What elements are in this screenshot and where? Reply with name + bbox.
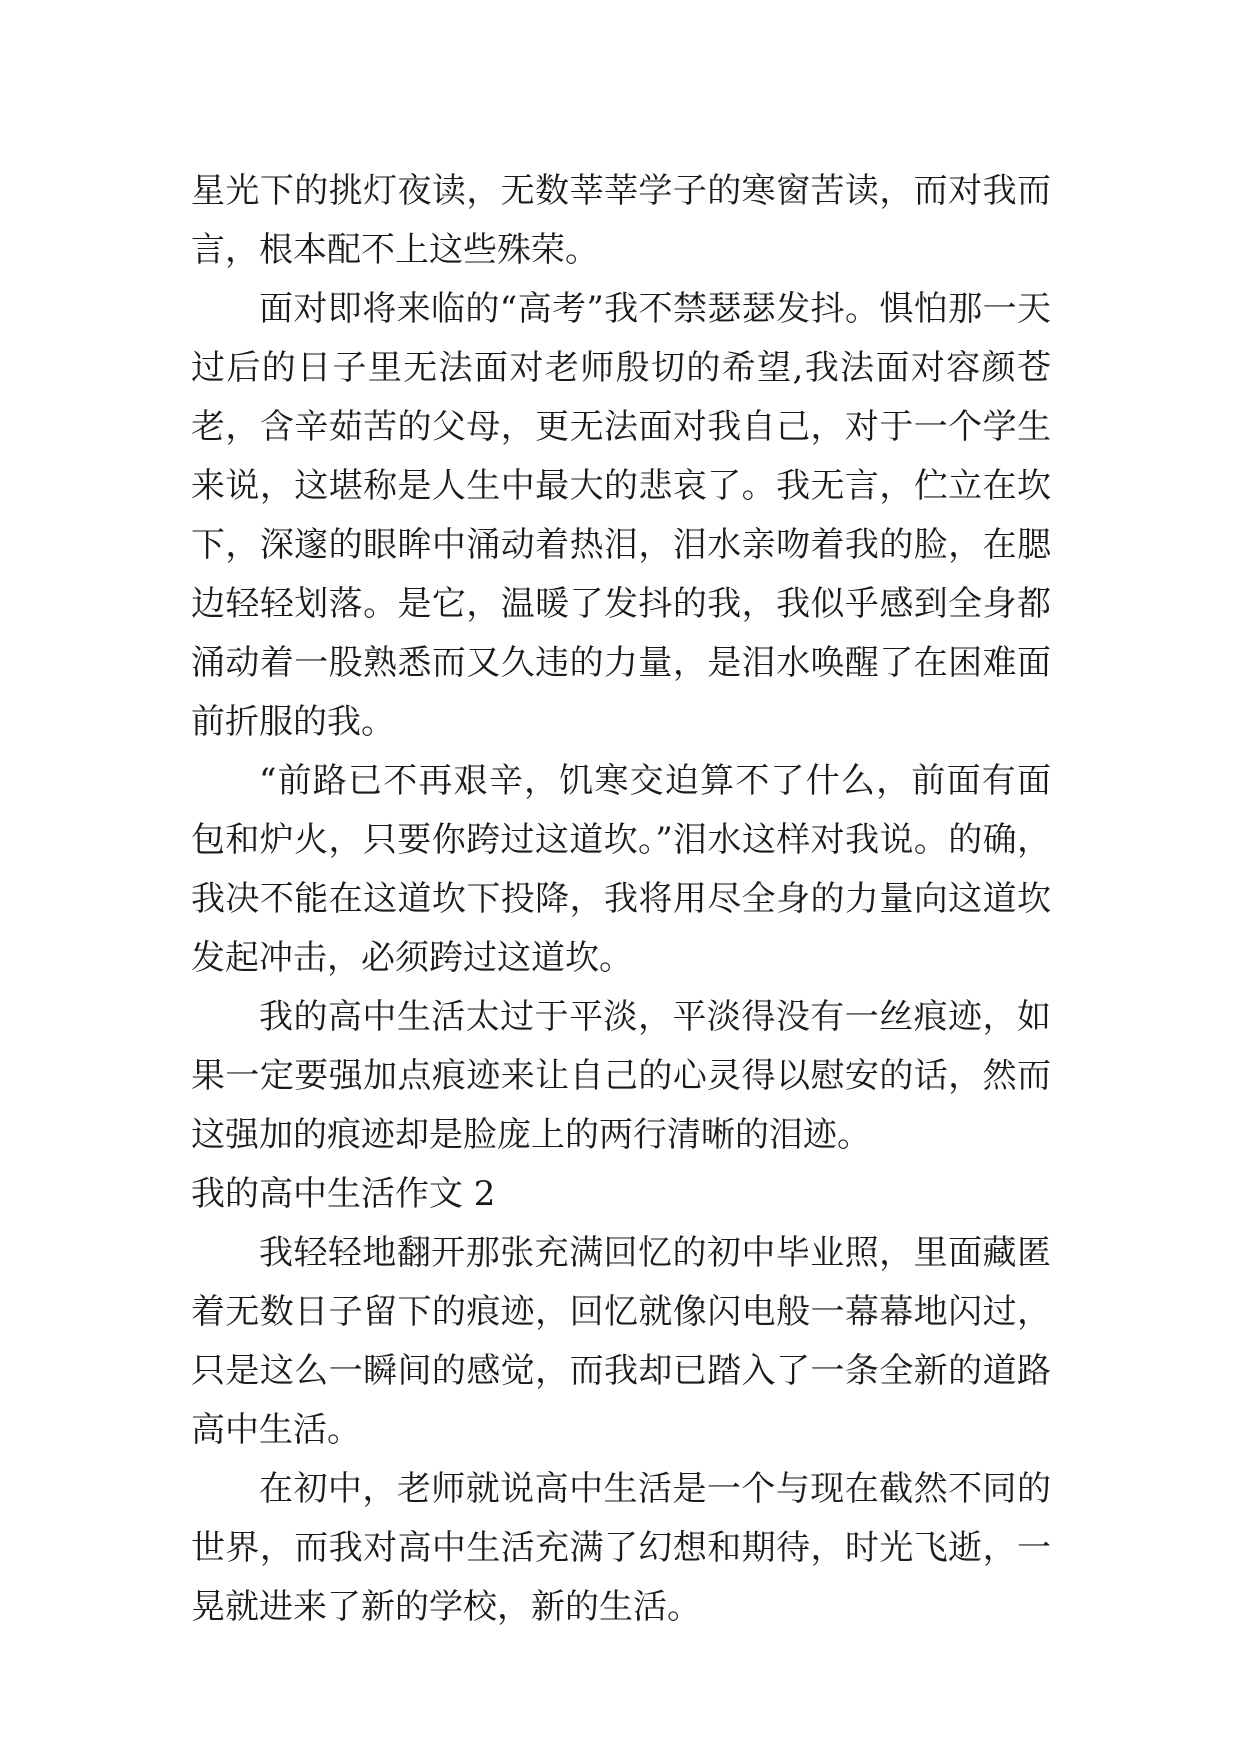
document-body [191,162,1051,1637]
paragraph: 在初中，老师就说高中生活是一个与现在截然不同的世界，而我对高中生活充满了幻想和期待，时光飞逝，一晃就进来了新的学校，新的生活。 [191,1469,1051,1627]
paragraph: 面对即将来临的“高考”我不禁瑟瑟发抖。惧怕那一天过后的日子里无法面对老师殷切的希望,我法面对容颜苍老，含辛茹苦的父母，更无法面对我自己，对于一个学生来说，这堪称是人生中最大的悲哀了。我无言，伫立在坎下，深邃的眼眸中涌动着热泪，泪水亲吻着我的脸，在腮边轻轻划落。是它，温暖了发抖的我，我似乎感到全身都涌动着一股熟悉而又久违的力量，是泪水唤醒了在困难面前折服的我。 [191,289,1051,742]
paragraph-continued: 星光下的挑灯夜读，无数莘莘学子的寒窗苦读，而对我而言，根本配不上这些殊荣。 [191,171,1051,270]
paragraph: “前路已不再艰辛，饥寒交迫算不了什么，前面有面包和炉火，只要你跨过这道坎。”泪水这样对我说。的确，我决不能在这道坎下投降，我将用尽全身的力量向这道坎发起冲击，必须跨过这道坎。 [191,761,1051,978]
section-title: 我的高中生活作文 2 [191,1174,496,1214]
paragraph: 我的高中生活太过于平淡，平淡得没有一丝痕迹，如果一定要强加点痕迹来让自己的心灵得以慰安的话，然而这强加的痕迹却是脸庞上的两行清晰的泪迹。 [191,997,1051,1155]
paragraph: 我轻轻地翻开那张充满回忆的初中毕业照，里面藏匿着无数日子留下的痕迹，回忆就像闪电般一幕幕地闪过，只是这么一瞬间的感觉，而我却已踏入了一条全新的道路高中生活。 [191,1233,1051,1450]
